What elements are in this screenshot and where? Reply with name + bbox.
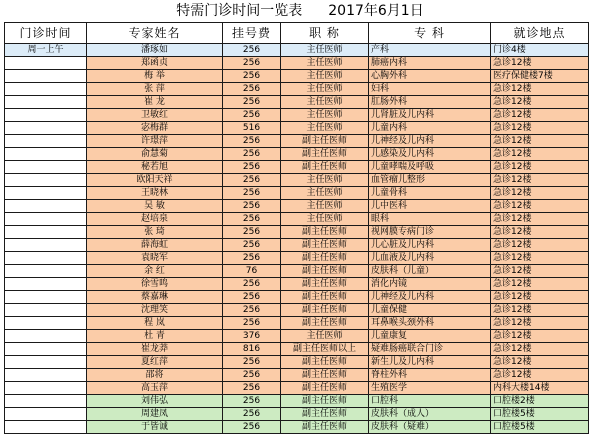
table-row — [5, 213, 589, 226]
row-name: 许璟萍 — [87, 135, 223, 148]
row-fee: 256 — [223, 395, 281, 408]
row-session — [5, 174, 87, 187]
row-location: 急诊12楼 — [491, 304, 589, 317]
row-name: 周建凤 — [87, 408, 223, 421]
row-title: 主任医师 — [281, 213, 369, 226]
row-title: 副主任医师 — [281, 356, 369, 369]
row-fee: 256 — [223, 408, 281, 421]
row-location: 急诊12楼 — [491, 343, 589, 356]
row-location: 急诊12楼 — [491, 122, 589, 135]
row-session — [5, 148, 87, 161]
row-title: 副主任医师 — [281, 135, 369, 148]
row-name: 潘琢如 — [87, 44, 223, 57]
row-session — [5, 109, 87, 122]
row-fee: 256 — [223, 291, 281, 304]
row-location: 急诊12楼 — [491, 57, 589, 70]
row-name: 邵将 — [87, 369, 223, 382]
header-title: 职 称 — [281, 23, 369, 44]
row-name: 余 红 — [87, 265, 223, 278]
row-specialty: 儿童康复 — [369, 330, 491, 343]
row-name: 崔龙莽 — [87, 343, 223, 356]
row-location: 急诊12楼 — [491, 213, 589, 226]
row-title: 副主任医师以上 — [281, 343, 369, 356]
row-fee: 256 — [223, 278, 281, 291]
row-fee: 256 — [223, 252, 281, 265]
row-title: 副主任医师 — [281, 252, 369, 265]
header-location: 就诊地点 — [491, 23, 589, 44]
row-location: 急诊12楼 — [491, 252, 589, 265]
table-row — [5, 356, 589, 369]
row-fee: 256 — [223, 44, 281, 57]
row-name: 俞慧菊 — [87, 148, 223, 161]
row-fee: 256 — [223, 239, 281, 252]
table-row — [5, 44, 589, 57]
row-location: 急诊12楼 — [491, 226, 589, 239]
row-session — [5, 135, 87, 148]
row-name: 宓梅群 — [87, 122, 223, 135]
title-date: 2017年6月1日 — [328, 3, 424, 19]
row-session — [5, 278, 87, 291]
row-session — [5, 382, 87, 395]
row-name: 王晓林 — [87, 187, 223, 200]
row-name: 郑函贞 — [87, 57, 223, 70]
row-specialty: 皮肤科（儿童） — [369, 265, 491, 278]
header-session: 门诊时间 — [5, 23, 87, 44]
row-fee: 256 — [223, 96, 281, 109]
table-row — [5, 408, 589, 421]
row-fee: 256 — [223, 356, 281, 369]
row-specialty: 儿神经及儿内科 — [369, 291, 491, 304]
row-name: 梅 举 — [87, 70, 223, 83]
row-location: 急诊12楼 — [491, 161, 589, 174]
row-session — [5, 161, 87, 174]
row-session — [5, 213, 87, 226]
row-title: 主任医师 — [281, 200, 369, 213]
row-specialty: 耳鼻喉头颈外科 — [369, 317, 491, 330]
row-location: 口腔楼2楼 — [491, 395, 589, 408]
row-session — [5, 252, 87, 265]
row-name: 蔡嘉琳 — [87, 291, 223, 304]
row-location: 急诊12楼 — [491, 278, 589, 291]
table-row — [5, 109, 589, 122]
row-name: 于皆诚 — [87, 421, 223, 434]
row-name: 沈理笑 — [87, 304, 223, 317]
row-title: 副主任医师 — [281, 291, 369, 304]
header-specialty: 专 科 — [369, 23, 491, 44]
row-session — [5, 70, 87, 83]
table-row — [5, 421, 589, 434]
table-row — [5, 330, 589, 343]
row-session — [5, 239, 87, 252]
row-specialty: 儿心脏及儿内科 — [369, 239, 491, 252]
row-specialty: 妇科 — [369, 83, 491, 96]
row-specialty: 皮肤科（成人） — [369, 408, 491, 421]
row-specialty: 血管瘤儿整形 — [369, 174, 491, 187]
row-title: 副主任医师 — [281, 317, 369, 330]
row-title: 主任医师 — [281, 57, 369, 70]
row-location: 口腔楼5楼 — [491, 421, 589, 434]
row-session — [5, 96, 87, 109]
row-specialty: 儿童哮喘及呼吸 — [369, 161, 491, 174]
row-name: 张 琦 — [87, 226, 223, 239]
table-row — [5, 200, 589, 213]
row-fee: 76 — [223, 265, 281, 278]
table-row — [5, 70, 589, 83]
table-row — [5, 83, 589, 96]
table-row — [5, 252, 589, 265]
row-location: 急诊12楼 — [491, 291, 589, 304]
row-fee: 256 — [223, 200, 281, 213]
row-name: 刘伟弘 — [87, 395, 223, 408]
row-name: 张 萍 — [87, 83, 223, 96]
row-location: 急诊12楼 — [491, 239, 589, 252]
row-title: 副主任医师 — [281, 278, 369, 291]
row-location: 急诊12楼 — [491, 174, 589, 187]
row-name: 袁晓军 — [87, 252, 223, 265]
row-name: 夏红萍 — [87, 356, 223, 369]
row-specialty: 儿童内科 — [369, 122, 491, 135]
row-specialty: 心胸外科 — [369, 70, 491, 83]
row-location: 急诊12楼 — [491, 356, 589, 369]
row-name: 崔 龙 — [87, 96, 223, 109]
table-row — [5, 187, 589, 200]
row-session: 周一上午 — [5, 44, 87, 57]
row-session — [5, 265, 87, 278]
row-session — [5, 291, 87, 304]
table-body — [5, 44, 589, 434]
table-row — [5, 395, 589, 408]
row-session — [5, 421, 87, 434]
row-fee: 256 — [223, 57, 281, 70]
row-location: 急诊12楼 — [491, 83, 589, 96]
row-location: 门诊4楼 — [491, 44, 589, 57]
table-row — [5, 122, 589, 135]
row-title: 主任医师 — [281, 96, 369, 109]
row-title: 副主任医师 — [281, 239, 369, 252]
page-title — [0, 0, 600, 22]
row-title: 副主任医师 — [281, 265, 369, 278]
schedule-table — [4, 22, 589, 434]
row-fee: 516 — [223, 122, 281, 135]
row-fee: 376 — [223, 330, 281, 343]
row-title: 主任医师 — [281, 83, 369, 96]
row-session — [5, 304, 87, 317]
header-name: 专家姓名 — [87, 23, 223, 44]
row-fee: 256 — [223, 174, 281, 187]
row-title: 副主任医师 — [281, 161, 369, 174]
row-specialty: 儿童骨科 — [369, 187, 491, 200]
table-row — [5, 291, 589, 304]
row-session — [5, 200, 87, 213]
row-name: 卫敏红 — [87, 109, 223, 122]
row-title: 副主任医师 — [281, 408, 369, 421]
row-title: 副主任医师 — [281, 382, 369, 395]
row-fee: 256 — [223, 70, 281, 83]
row-fee: 256 — [223, 213, 281, 226]
row-specialty: 新生儿及儿内科 — [369, 356, 491, 369]
row-session — [5, 83, 87, 96]
row-fee: 816 — [223, 343, 281, 356]
row-specialty: 皮肤科（疑难） — [369, 421, 491, 434]
row-session — [5, 226, 87, 239]
row-fee: 256 — [223, 226, 281, 239]
row-specialty: 消化内镜 — [369, 278, 491, 291]
row-title: 主任医师 — [281, 174, 369, 187]
row-fee: 256 — [223, 369, 281, 382]
row-specialty: 儿童保健 — [369, 304, 491, 317]
row-session — [5, 395, 87, 408]
table-row — [5, 382, 589, 395]
row-fee: 256 — [223, 382, 281, 395]
row-name: 赵培泉 — [87, 213, 223, 226]
header-row — [5, 23, 589, 44]
row-location: 急诊12楼 — [491, 369, 589, 382]
table-row — [5, 317, 589, 330]
table-row — [5, 96, 589, 109]
row-location: 口腔楼5楼 — [491, 408, 589, 421]
row-fee: 256 — [223, 161, 281, 174]
row-title: 副主任医师 — [281, 395, 369, 408]
row-title: 副主任医师 — [281, 148, 369, 161]
row-location: 急诊12楼 — [491, 330, 589, 343]
table-row — [5, 148, 589, 161]
row-location: 急诊12楼 — [491, 148, 589, 161]
table-row — [5, 304, 589, 317]
row-specialty: 肺癌内科 — [369, 57, 491, 70]
row-fee: 256 — [223, 148, 281, 161]
row-location: 急诊12楼 — [491, 265, 589, 278]
row-title: 副主任医师 — [281, 369, 369, 382]
row-fee: 256 — [223, 187, 281, 200]
row-fee: 256 — [223, 421, 281, 434]
table-row — [5, 161, 589, 174]
row-specialty: 产科 — [369, 44, 491, 57]
row-session — [5, 343, 87, 356]
row-specialty: 视网膜专病门诊 — [369, 226, 491, 239]
row-location: 内科大楼14楼 — [491, 382, 589, 395]
row-fee: 256 — [223, 304, 281, 317]
row-specialty: 肛肠外科 — [369, 96, 491, 109]
table-row — [5, 239, 589, 252]
row-title: 主任医师 — [281, 187, 369, 200]
row-session — [5, 57, 87, 70]
row-title: 副主任医师 — [281, 421, 369, 434]
row-location: 急诊12楼 — [491, 317, 589, 330]
row-title: 主任医师 — [281, 44, 369, 57]
row-session — [5, 187, 87, 200]
row-session — [5, 317, 87, 330]
row-location: 医疗保健楼7楼 — [491, 70, 589, 83]
row-location: 急诊12楼 — [491, 200, 589, 213]
table-row — [5, 174, 589, 187]
row-name: 吴 敏 — [87, 200, 223, 213]
row-session — [5, 356, 87, 369]
row-name: 高玉萍 — [87, 382, 223, 395]
row-name: 徐雪鸣 — [87, 278, 223, 291]
table-row — [5, 278, 589, 291]
row-session — [5, 408, 87, 421]
row-name: 杜 青 — [87, 330, 223, 343]
row-location: 急诊12楼 — [491, 96, 589, 109]
row-title: 副主任医师 — [281, 304, 369, 317]
header-fee: 挂号费 — [223, 23, 281, 44]
row-name: 程 岚 — [87, 317, 223, 330]
row-title: 主任医师 — [281, 70, 369, 83]
row-specialty: 儿中医科 — [369, 200, 491, 213]
row-specialty: 眼科 — [369, 213, 491, 226]
table-row — [5, 265, 589, 278]
table-row — [5, 135, 589, 148]
row-specialty: 脊柱外科 — [369, 369, 491, 382]
row-fee: 256 — [223, 83, 281, 96]
row-name: 秘若旭 — [87, 161, 223, 174]
table-row — [5, 343, 589, 356]
row-name: 薛海虹 — [87, 239, 223, 252]
row-fee: 256 — [223, 109, 281, 122]
row-session — [5, 122, 87, 135]
row-specialty: 生殖医学 — [369, 382, 491, 395]
row-fee: 256 — [223, 135, 281, 148]
row-specialty: 儿感染及儿内科 — [369, 148, 491, 161]
row-title: 副主任医师 — [281, 226, 369, 239]
row-specialty: 儿血液及儿内科 — [369, 252, 491, 265]
row-location: 急诊12楼 — [491, 109, 589, 122]
table-row — [5, 57, 589, 70]
row-title: 主任医师 — [281, 330, 369, 343]
row-session — [5, 330, 87, 343]
title-main: 特需门诊时间一览表 — [176, 3, 303, 19]
row-location: 急诊12楼 — [491, 187, 589, 200]
row-fee: 256 — [223, 317, 281, 330]
row-title: 主任医师 — [281, 122, 369, 135]
table-row — [5, 369, 589, 382]
row-specialty: 儿神经及儿内科 — [369, 135, 491, 148]
row-session — [5, 369, 87, 382]
row-title: 主任医师 — [281, 109, 369, 122]
row-specialty: 儿肾脏及儿内科 — [369, 109, 491, 122]
row-location: 急诊12楼 — [491, 135, 589, 148]
row-specialty: 疑难肠癌联合门诊 — [369, 343, 491, 356]
table-row — [5, 226, 589, 239]
row-specialty: 口腔科 — [369, 395, 491, 408]
row-name: 欧阳天祥 — [87, 174, 223, 187]
